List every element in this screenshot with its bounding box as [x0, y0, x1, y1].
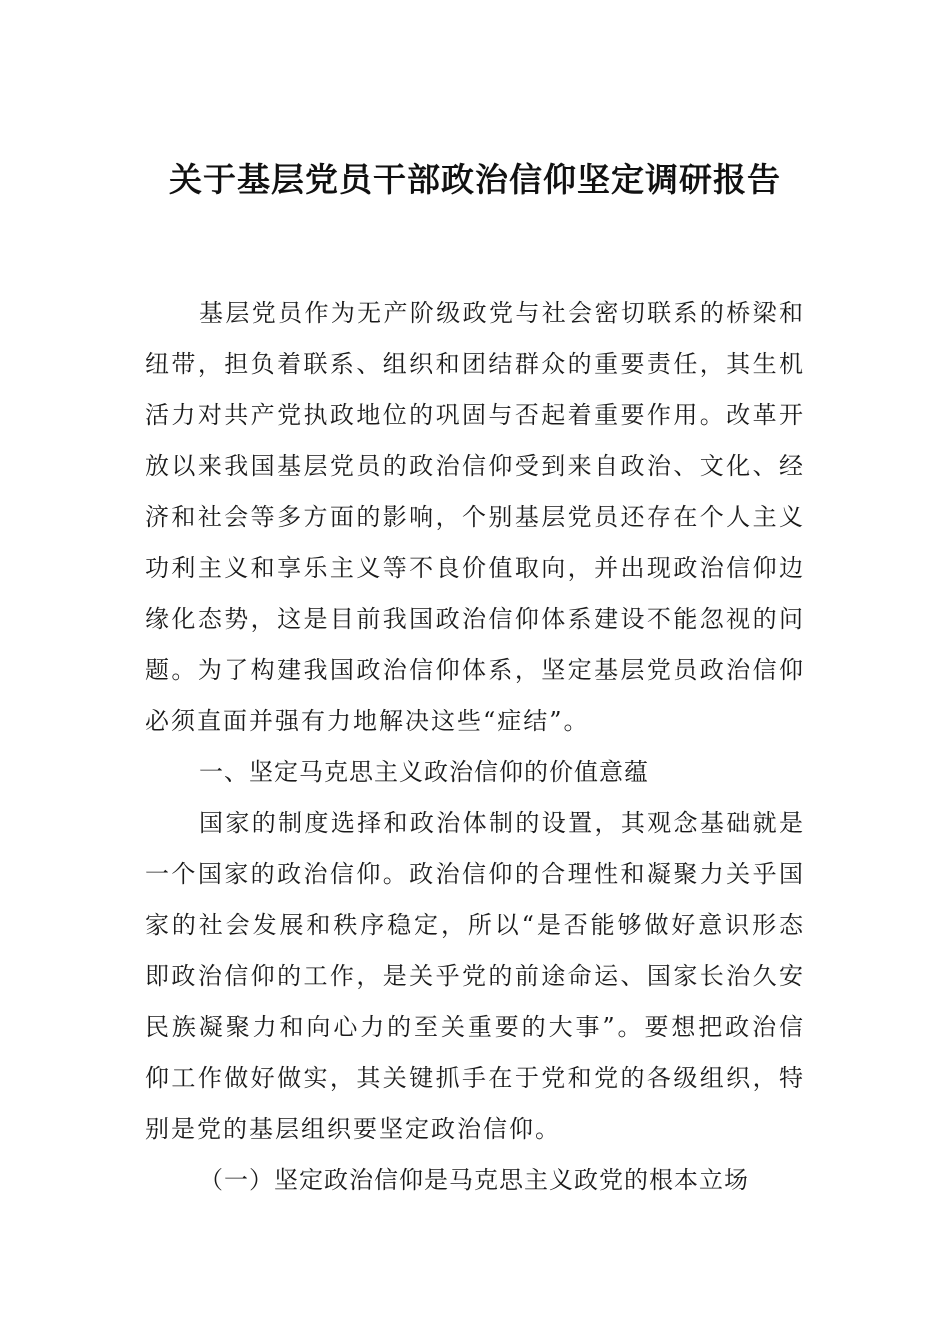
section-heading-1: 一、坚定马克思主义政治信仰的价值意蕴 — [199, 758, 649, 786]
document-title: 关于基层党员干部政治信仰坚定调研报告 — [169, 160, 781, 199]
intro-paragraph: 基层党员作为无产阶级政党与社会密切联系的桥梁和纽带，担负着联系、组织和团结群众的重要责任，其生机活力对共产党执政地位的巩固与否起着重要作用。改革开放以来我国基层党员的政治信仰受到来自政治、文化、经济和社会等多方面的影响，个别基层党员还存在个人主义功利主义和享乐主义等不良价值取向，并出现政治信仰边缘化态势，这是目前我国政治信仰体系建设不能忽视的问题。为了构建我国政治信仰体系，坚定基层党员政治信仰必须直面并强有力地解决这些“症结”。 — [145, 299, 805, 735]
section-1-paragraph: 国家的制度选择和政治体制的设置，其观念基础就是一个国家的政治信仰。政治信仰的合理性和凝聚力关乎国家的社会发展和秩序稳定，所以“是否能够做好意识形态即政治信仰的工作，是关乎党的前途命运、国家长治久安民族凝聚力和向心力的至关重要的大事”。要想把政治信仰工作做好做实，其关键抓手在于党和党的各级组织，特别是党的基层组织要坚定政治信仰。 — [145, 809, 805, 1143]
subsection-heading-1: （一）坚定政治信仰是马克思主义政党的根本立场 — [199, 1166, 749, 1194]
document-body — [145, 288, 805, 1206]
